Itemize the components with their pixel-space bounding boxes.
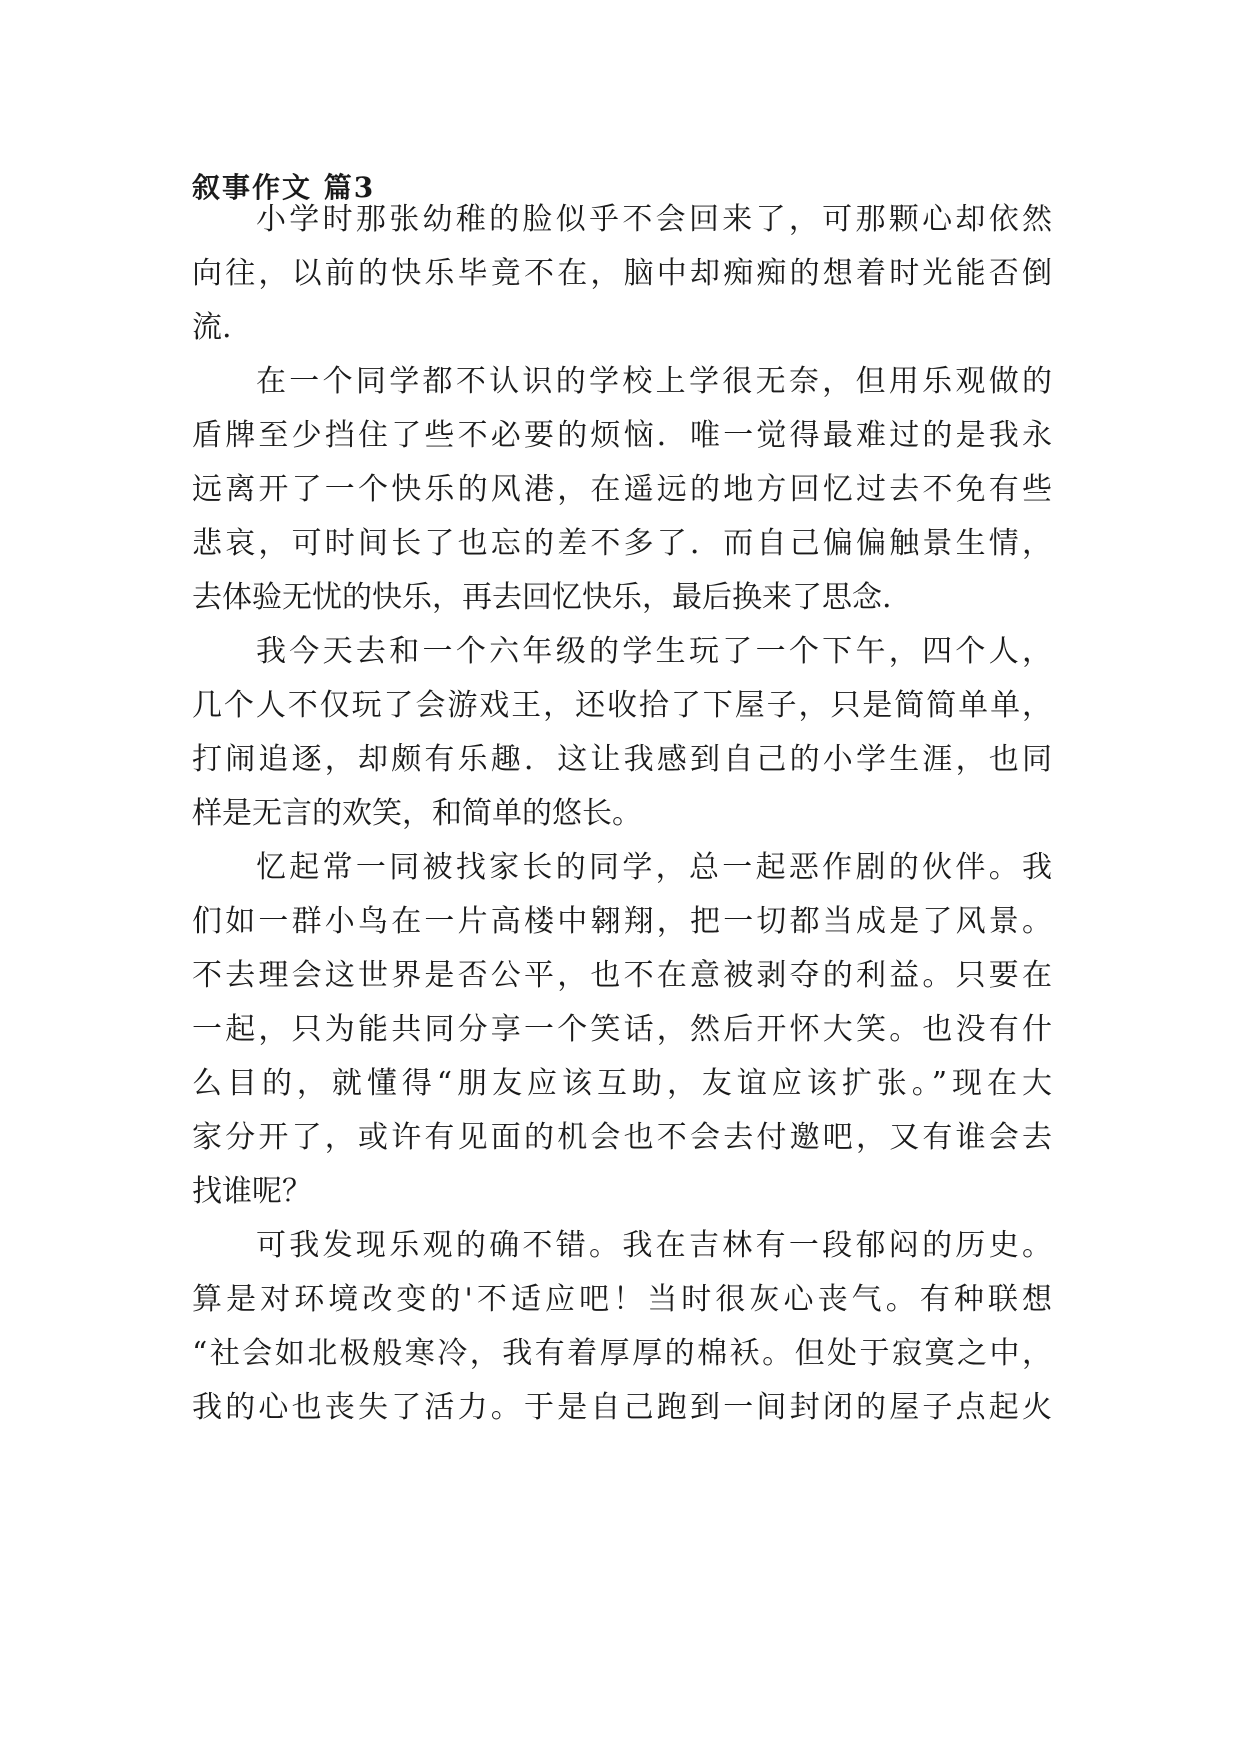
text-line: 家分开了，或许有见面的机会也不会去付邀吧，又有谁会去 <box>192 1120 1052 1155</box>
text-line: 去体验无忧的快乐，再去回忆快乐，最后换来了思念. <box>192 580 892 615</box>
text-line: 样是无言的欢笑，和简单的悠长。 <box>192 796 642 831</box>
text-line: 在一个同学都不认识的学校上学很无奈，但用乐观做的 <box>256 364 1052 399</box>
text-line: 小学时那张幼稚的脸似乎不会回来了，可那颗心却依然 <box>256 202 1052 237</box>
text-line: 算是对环境改变的'不适应吧！当时很灰心丧气。有种联想 <box>192 1282 1052 1317</box>
text-line: 们如一群小鸟在一片高楼中翱翔，把一切都当成是了风景。 <box>192 904 1052 939</box>
text-line: 忆起常一同被找家长的同学，总一起恶作剧的伙伴。我 <box>256 850 1052 885</box>
text-line: 盾牌至少挡住了些不必要的烦恼．唯一觉得最难过的是我永 <box>192 418 1052 453</box>
text-line: 一起，只为能共同分享一个笑话，然后开怀大笑。也没有什 <box>192 1012 1052 1047</box>
text-line: 不去理会这世界是否公平，也不在意被剥夺的利益。只要在 <box>192 958 1052 993</box>
text-line: 向往，以前的快乐毕竟不在，脑中却痴痴的想着时光能否倒 <box>192 256 1052 291</box>
text-line: 悲哀，可时间长了也忘的差不多了．而自己偏偏触景生情， <box>192 526 1052 561</box>
text-line: 远离开了一个快乐的风港，在遥远的地方回忆过去不免有些 <box>192 472 1052 507</box>
text-line: 么目的，就懂得“朋友应该互助，友谊应该扩张。”现在大 <box>192 1066 1052 1101</box>
text-line: 流. <box>192 310 232 345</box>
text-line: “社会如北极般寒冷，我有着厚厚的棉袄。但处于寂寞之中， <box>192 1336 1052 1371</box>
text-line: 可我发现乐观的确不错。我在吉林有一段郁闷的历史。 <box>256 1228 1052 1263</box>
text-line: 我的心也丧失了活力。于是自己跑到一间封闭的屋子点起火 <box>192 1390 1052 1425</box>
text-line: 几个人不仅玩了会游戏王，还收拾了下屋子，只是简简单单， <box>192 688 1052 723</box>
text-line: 我今天去和一个六年级的学生玩了一个下午，四个人， <box>256 634 1052 669</box>
document-title: 叙事作文 篇3 <box>192 171 376 204</box>
text-line: 找谁呢？ <box>192 1174 312 1209</box>
text-line: 打闹追逐，却颇有乐趣．这让我感到自己的小学生涯，也同 <box>192 742 1052 777</box>
